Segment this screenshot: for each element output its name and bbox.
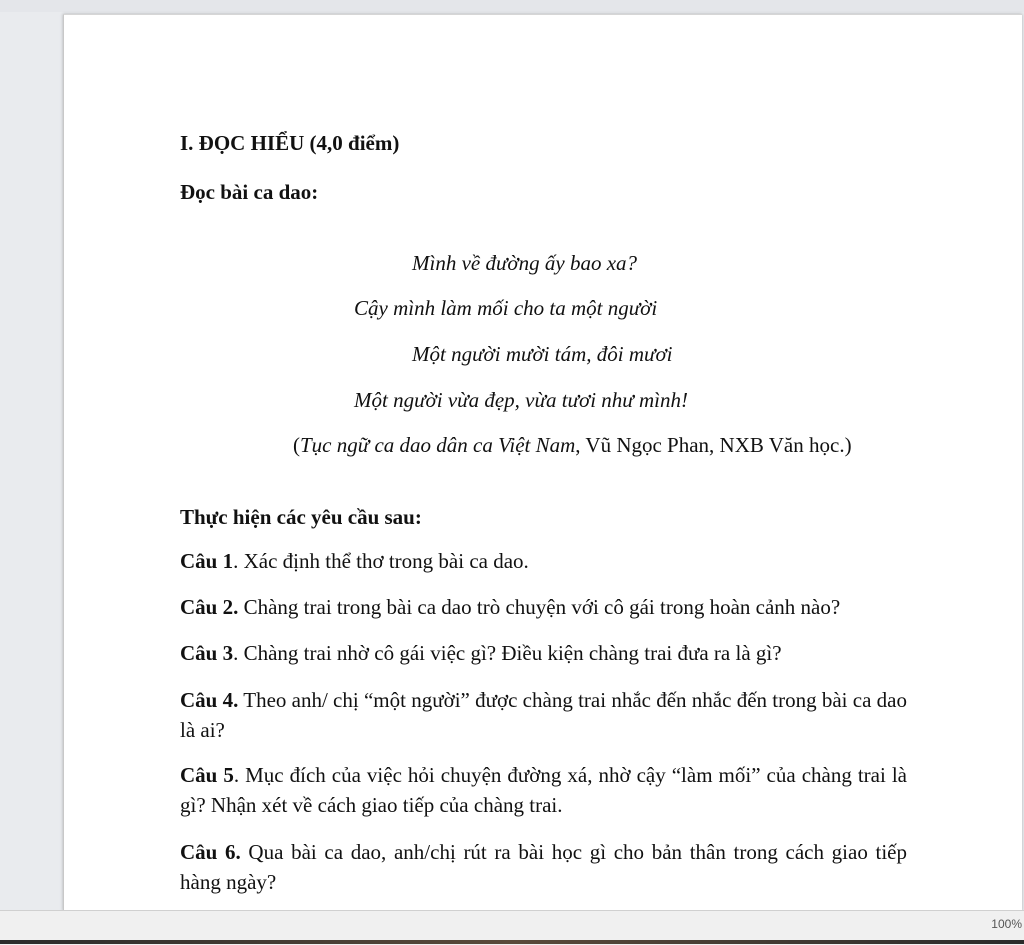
question-3 (180, 641, 782, 666)
question-text: . Mục đích của việc hỏi chuyện đường xá, nhờ cậy “làm mối” của chàng trai là gì? Nhận xét về cách giao tiếp của chàng trai. (180, 763, 907, 817)
document-page[interactable] (63, 14, 1022, 911)
question-text: . Chàng trai nhờ cô gái việc gì? Điều kiện chàng trai đưa ra là gì? (233, 641, 782, 665)
poem-line-1: Mình về đường ấy bao xa? (412, 251, 638, 275)
question-text: . Xác định thể thơ trong bài ca dao. (233, 549, 529, 573)
taskbar-edge (0, 940, 1024, 944)
question-label: Câu 4. (180, 688, 239, 712)
question-label: Câu 1 (180, 549, 234, 573)
section-heading: I. ĐỌC HIỂU (4,0 điểm) (180, 131, 400, 155)
question-2 (180, 595, 840, 620)
poem-line-3: Một người mười tám, đôi mươi (412, 342, 673, 366)
poem-source (293, 433, 852, 458)
question-4 (180, 685, 907, 745)
window-top-strip (0, 0, 1024, 12)
source-title: Tục ngữ ca dao dân ca Việt Nam (300, 433, 576, 457)
source-open-paren: ( (293, 433, 300, 457)
question-label: Câu 5 (180, 763, 234, 787)
question-label: Câu 2. (180, 595, 239, 619)
zoom-level[interactable]: 100% (991, 917, 1022, 931)
question-6 (180, 837, 907, 897)
question-5 (180, 760, 907, 820)
poem-line-4: Một người vừa đẹp, vừa tươi như mình! (354, 388, 688, 412)
question-label: Câu 6. (180, 840, 241, 864)
source-details: , Vũ Ngọc Phan, NXB Văn học.) (575, 433, 852, 457)
question-text: Chàng trai trong bài ca dao trò chuyện với cô gái trong hoàn cảnh nào? (238, 595, 841, 619)
instruction-text: Đọc bài ca dao: (180, 180, 319, 204)
poem-line-2: Cậy mình làm mối cho ta một người (354, 296, 658, 320)
question-text: Theo anh/ chị “một người” được chàng trai nhắc đến nhắc đến trong bài ca dao là ai? (180, 688, 907, 742)
question-text: Qua bài ca dao, anh/chị rút ra bài học gì cho bản thân trong cách giao tiếp hàng ngày? (180, 840, 907, 894)
question-label: Câu 3 (180, 641, 234, 665)
question-1 (180, 549, 529, 574)
tasks-heading: Thực hiện các yêu cầu sau: (180, 505, 422, 529)
